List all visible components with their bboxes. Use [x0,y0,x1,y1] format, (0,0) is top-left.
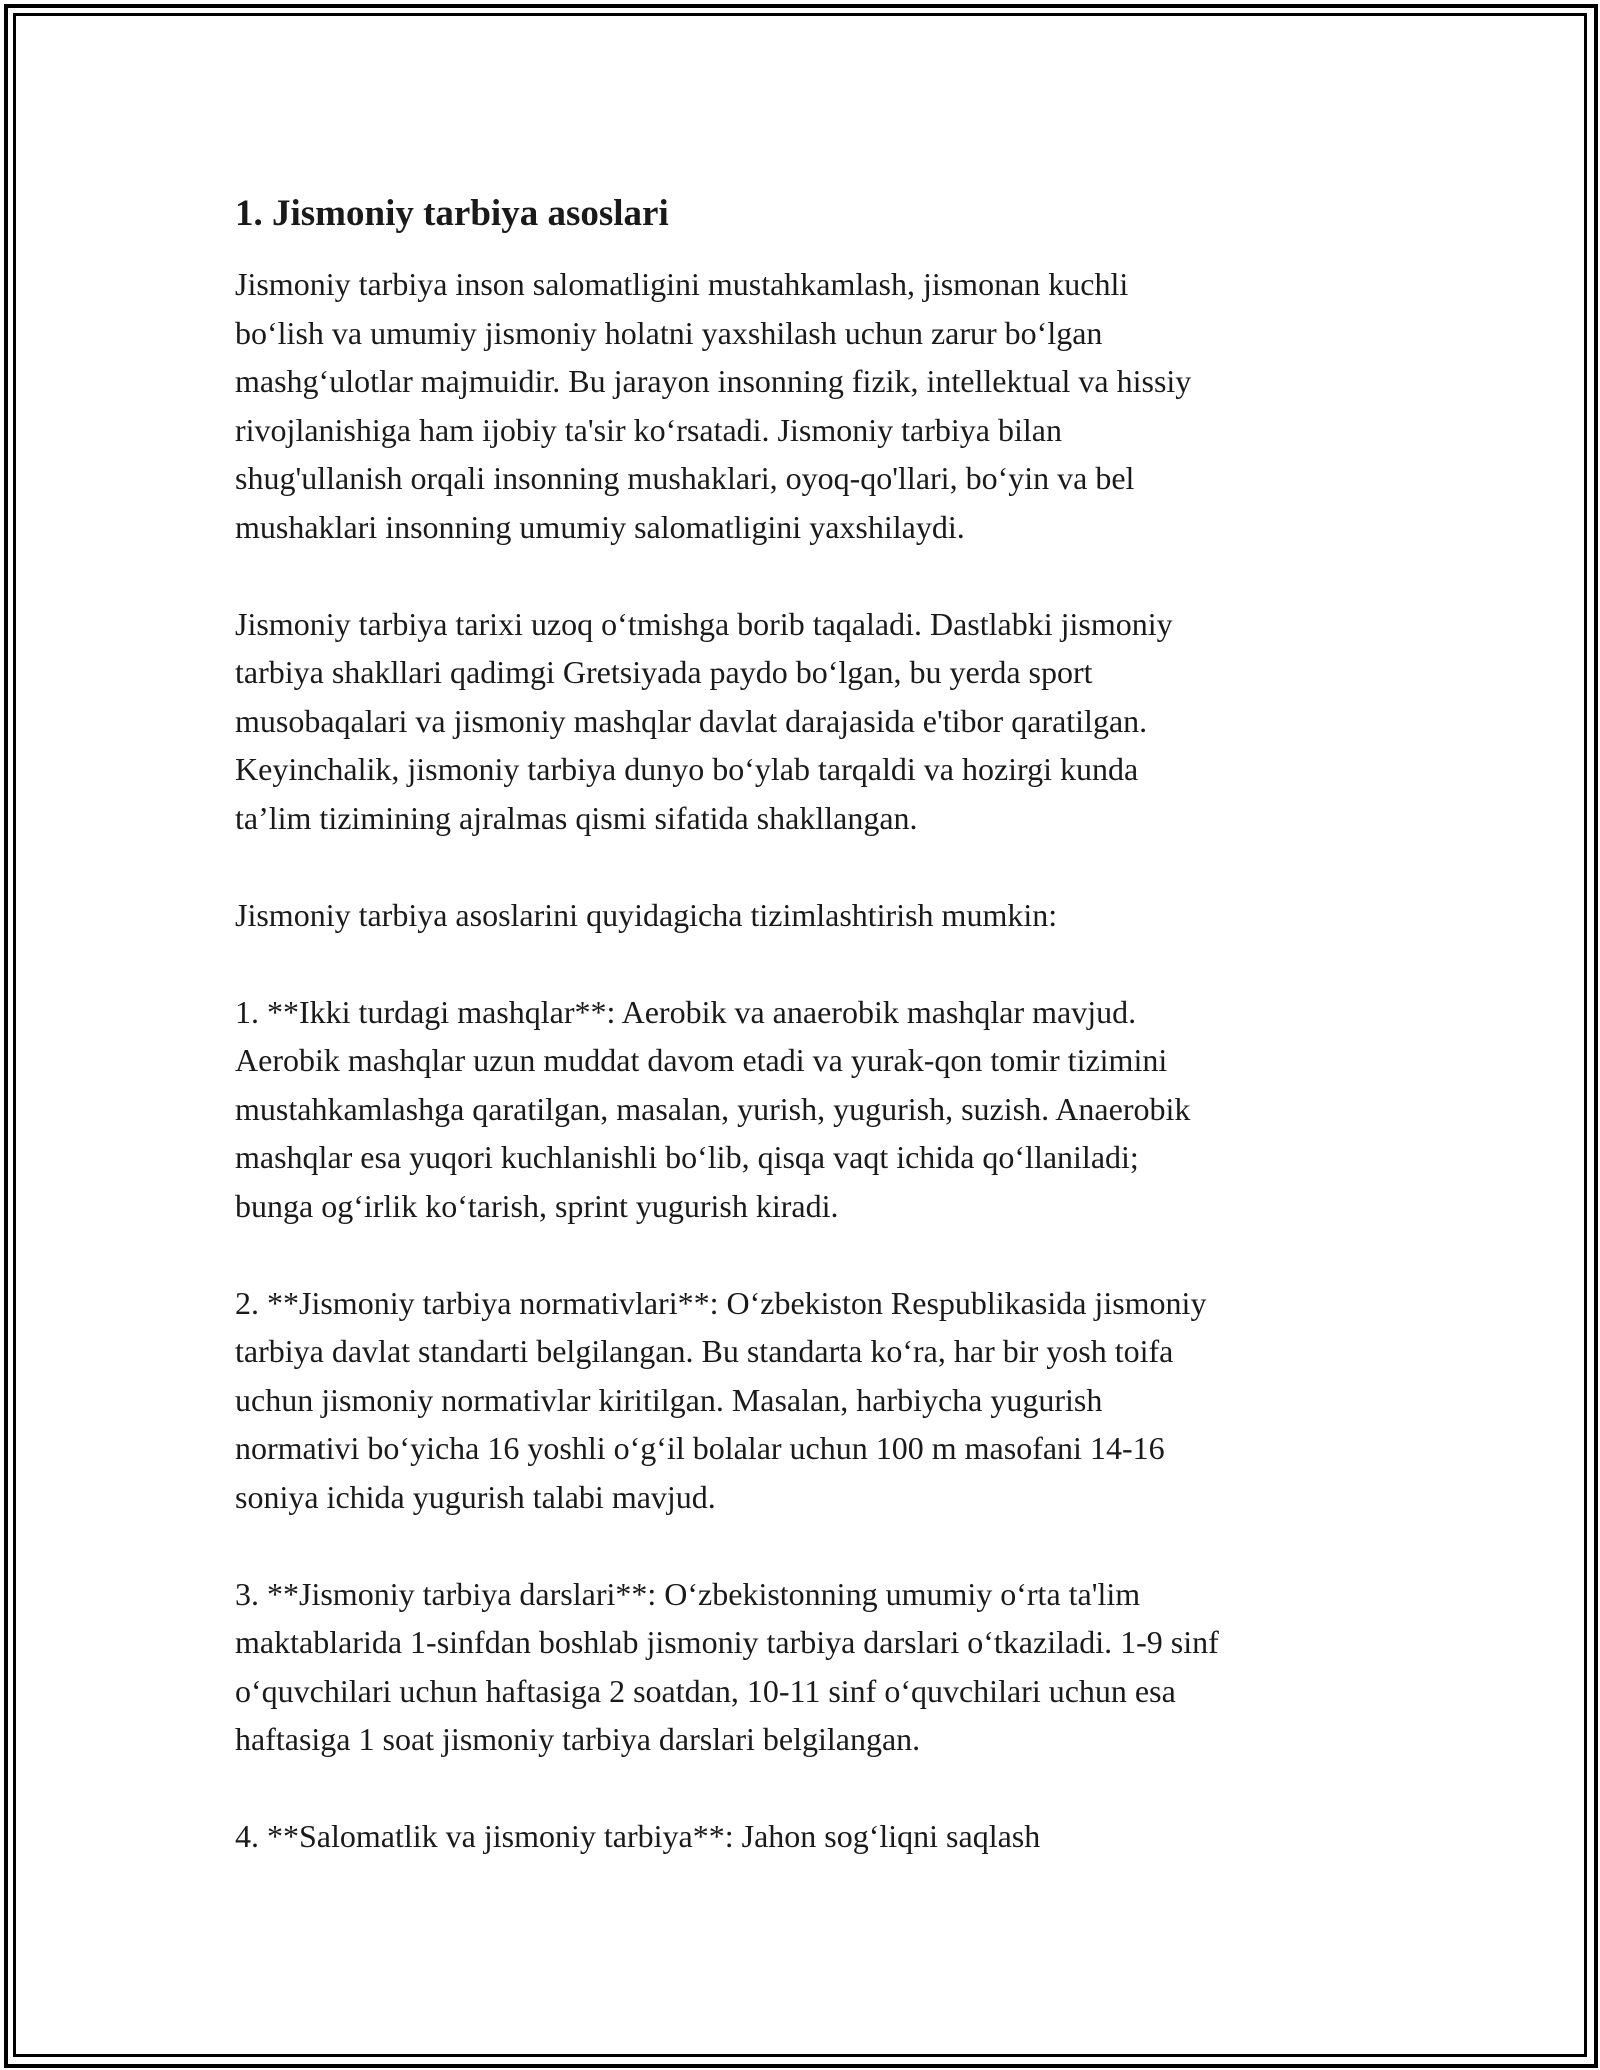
text-line: tarbiya shakllari qadimgi Gretsiyada paydo bo‘lgan, bu yerda sport [235,654,1093,690]
text-line: Jismoniy tarbiya inson salomatligini mustahkamlash, jismonan kuchli [235,266,1129,302]
text-line: mustahkamlashga qaratilgan, masalan, yurish, yugurish, suzish. Anaerobik [235,1090,1191,1127]
text-line: 3. **Jismoniy tarbiya darslari**: O‘zbekistonning umumiy o‘rta ta'lim [235,1575,1141,1612]
text-line: 2. **Jismoniy tarbiya normativlari**: O‘zbekiston Respublikasida jismoniy [235,1284,1207,1321]
text-line: Keyinchalik, jismoniy tarbiya dunyo bo‘ylab tarqaldi va hozirgi kunda [235,751,1139,787]
list-item-3 [235,1570,1400,1764]
text-line: tarbiya davlat standarti belgilangan. Bu standarta ko‘ra, har bir yosh toifa [235,1333,1174,1369]
text-line: mushaklari insonning umumiy salomatligini yaxshilaydi. [235,508,965,545]
text-line: Aerobik mashqlar uzun muddat davom etadi va yurak-qon tomir tizimini [235,1042,1168,1078]
text-line: 4. **Salomatlik va jismoniy tarbiya**: Jahon sog‘liqni saqlash [235,1818,1041,1854]
text-line: musobaqalari va jismoniy mashqlar davlat darajasida e'tibor qaratilgan. [235,702,1148,739]
paragraph-lead-in [235,891,1400,940]
text-line: mashqlar esa yuqori kuchlanishli bo‘lib, qisqa vaqt ichida qo‘llaniladi; [235,1139,1139,1175]
section-heading: 1. Jismoniy tarbiya asoslari [235,193,669,234]
text-line: bo‘lish va umumiy jismoniy holatni yaxshilash uchun zarur bo‘lgan [235,314,1103,351]
text-line: Jismoniy tarbiya asoslarini quyidagicha tizimlashtirish mumkin: [235,896,1058,933]
list-item-2 [235,1279,1400,1522]
text-line: uchun jismoniy normativlar kiritilgan. Masalan, harbiycha yugurish [235,1381,1103,1418]
text-line: haftasiga 1 soat jismoniy tarbiya darslari belgilangan. [235,1721,921,1757]
list-item-4 [235,1812,1400,1861]
text-line: Jismoniy tarbiya tarixi uzoq o‘tmishga borib taqaladi. Dastlabki jismoniy [235,605,1173,642]
text-line: maktablarida 1-sinfdan boshlab jismoniy tarbiya darslari o‘tkaziladi. 1-9 sinf [235,1624,1219,1660]
text-line: ta’lim tizimining ajralmas qismi sifatida shakllangan. [235,799,918,836]
text-line: soniya ichida yugurish talabi mavjud. [235,1478,716,1515]
text-line: shug'ullanish orqali insonning mushaklari, oyoq-qo'llari, bo‘yin va bel [235,460,1135,496]
list-item-1 [235,988,1400,1231]
text-line: mashg‘ulotlar majmuidir. Bu jarayon insonning fizik, intellektual va hissiy [235,363,1192,399]
text-line: rivojlanishiga ham ijobiy ta'sir ko‘rsatadi. Jismoniy tarbiya bilan [235,411,1062,448]
text-line: 1. **Ikki turdagi mashqlar**: Aerobik va anaerobik mashqlar mavjud. [235,993,1137,1030]
text-line: bunga og‘irlik ko‘tarish, sprint yugurish kiradi. [235,1187,839,1224]
paragraph-history [235,600,1400,843]
document-body [235,186,1400,1909]
paragraph-intro [235,260,1400,551]
text-line: o‘quvchilari uchun haftasiga 2 soatdan, 10-11 sinf o‘quvchilari uchun esa [235,1672,1176,1709]
text-line: normativi bo‘yicha 16 yoshli o‘g‘il bolalar uchun 100 m masofani 14-16 [235,1430,1165,1466]
